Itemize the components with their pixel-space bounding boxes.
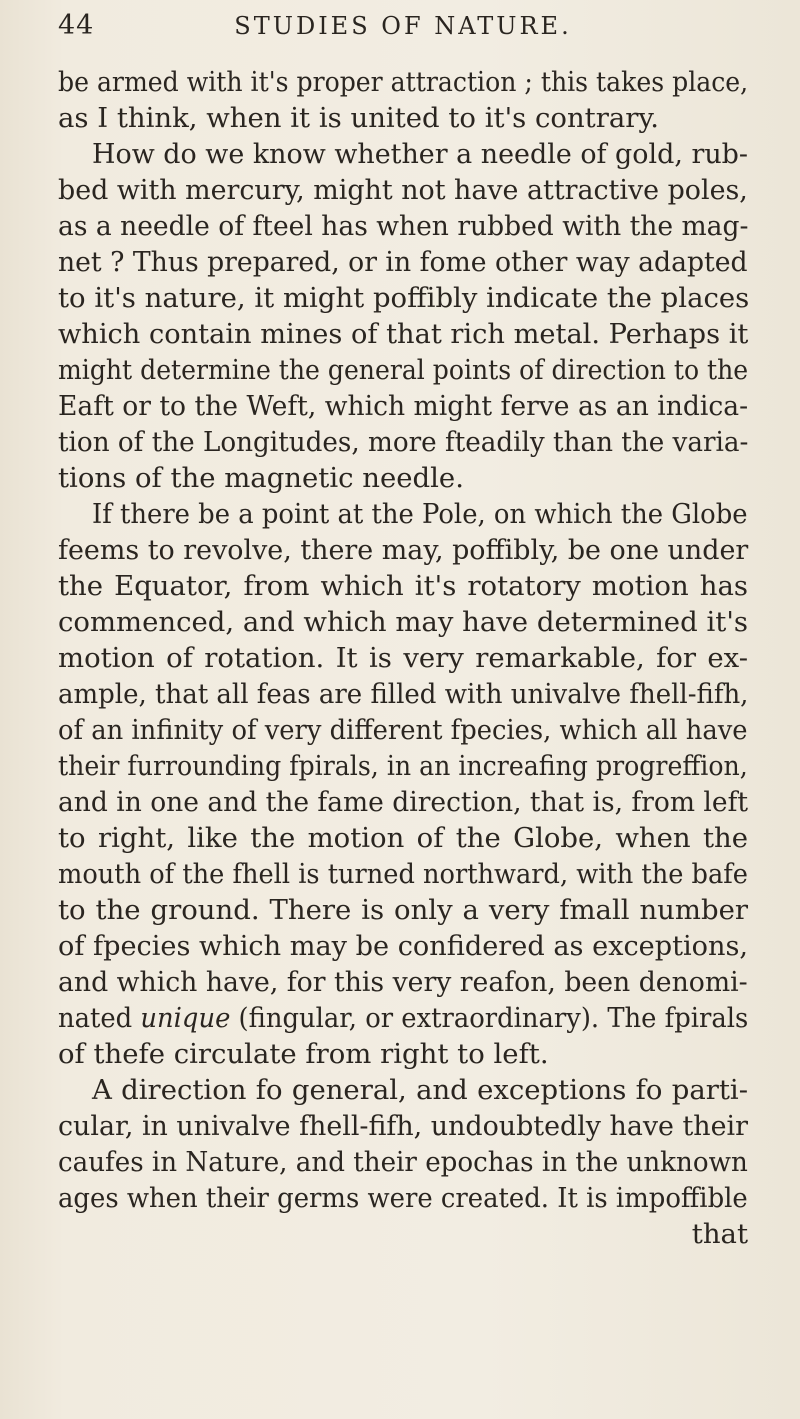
text-line: of thefe circulate from right to left. <box>58 1038 549 1070</box>
text-line: If there be a point at the Pole, on which the Globe <box>92 498 748 530</box>
text-line: bed with mercury, might not have attractive poles, <box>58 174 748 206</box>
text-fragment: (fingular, or extraordinary). The fpirals <box>230 1002 749 1034</box>
text-line: caufes in Nature, and their epochas in the unknown <box>58 1146 748 1178</box>
text-line: to it's nature, it might poffibly indicate the places <box>58 282 750 314</box>
text-line: and in one and the fame direction, that is, from left <box>58 786 749 818</box>
text-fragment: nated <box>58 1002 141 1034</box>
text-line: ages when their germs were created. It is impoffible <box>58 1182 748 1214</box>
text-line: to the ground. There is only a very fmall number <box>58 894 748 926</box>
text-line: Eaft or to the Weft, which might ferve as an indica- <box>58 390 749 422</box>
page-header <box>58 10 748 58</box>
text-line: How do we know whether a needle of gold, rub- <box>92 138 749 170</box>
catchword: that <box>691 1218 748 1250</box>
text-line: net ? Thus prepared, or in fome other way adapted <box>58 246 748 278</box>
text-line: might determine the general points of direction to the <box>58 354 749 386</box>
text-line: feems to revolve, there may, poffibly, be one under <box>58 534 749 566</box>
page-number: 44 <box>58 10 95 41</box>
text-line: mouth of the fhell is turned northward, with the bafe <box>58 858 748 890</box>
text-line: and which have, for this very reafon, been denomi- <box>58 966 748 998</box>
text-line: which contain mines of that rich metal. Perhaps it <box>58 318 749 350</box>
text-line: A direction fo general, and exceptions fo parti- <box>92 1074 748 1106</box>
text-line: of an infinity of very different fpecies, which all have <box>58 714 748 746</box>
text-line: motion of rotation. It is very remarkable, for ex- <box>58 642 748 674</box>
text-line: as I think, when it is united to it's contrary. <box>58 102 660 134</box>
text-line <box>58 1000 749 1036</box>
running-head: STUDIES OF NATURE. <box>234 12 572 40</box>
text-line: their furrounding fpirals, in an increafing progreffion, <box>58 750 748 782</box>
text-line: commenced, and which may have determined it's <box>58 606 748 638</box>
text-line: tion of the Longitudes, more fteadily than the varia- <box>58 426 749 458</box>
text-line: tions of the magnetic needle. <box>58 462 464 494</box>
text-line: as a needle of fteel has when rubbed with the mag- <box>58 210 749 242</box>
text-line: of fpecies which may be confidered as exceptions, <box>58 930 749 962</box>
text-line: the Equator, from which it's rotatory motion has <box>58 570 748 602</box>
text-line: ample, that all feas are filled with univalve fhell-fifh, <box>58 678 749 710</box>
text-line: to right, like the motion of the Globe, when the <box>58 822 748 854</box>
italic-word: unique <box>140 1002 231 1034</box>
text-line: be armed with it's proper attraction ; this takes place, <box>58 66 749 98</box>
text-line: cular, in univalve fhell-fifh, undoubtedly have their <box>58 1110 748 1142</box>
